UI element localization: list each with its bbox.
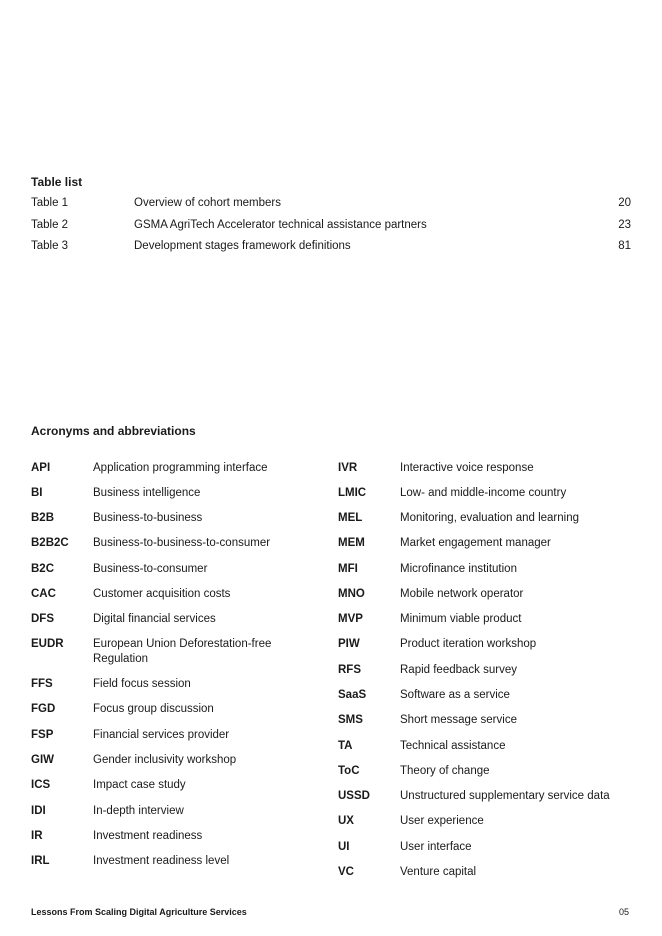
table-list-row[interactable] bbox=[31, 240, 631, 256]
acronym-definition: Customer acquisition costs bbox=[93, 588, 231, 600]
table-page-number: 20 bbox=[618, 197, 631, 209]
table-title: Development stages framework definitions bbox=[134, 240, 351, 252]
acronym-definition: Software as a service bbox=[400, 689, 510, 701]
acronym-definition: Interactive voice response bbox=[400, 462, 534, 474]
acronym-definition: Minimum viable product bbox=[400, 613, 522, 625]
acronym-abbr: SaaS bbox=[338, 689, 367, 701]
acronym-abbr: LMIC bbox=[338, 487, 367, 499]
footer-title: Lessons From Scaling Digital Agriculture Services bbox=[31, 907, 247, 917]
acronym-abbr: SMS bbox=[338, 714, 363, 726]
acronym-definition: In-depth interview bbox=[93, 805, 184, 817]
acronym-definition: Financial services provider bbox=[93, 729, 230, 741]
acronym-definition: Digital financial services bbox=[93, 613, 216, 625]
acronym-abbr: IVR bbox=[338, 462, 358, 474]
acronym-definition: Product iteration workshop bbox=[400, 638, 537, 650]
acronym-abbr: MEL bbox=[338, 512, 363, 524]
table-page-number: 81 bbox=[618, 240, 631, 252]
acronym-definition: Rapid feedback survey bbox=[400, 664, 517, 676]
acronym-abbr: MEM bbox=[338, 537, 365, 549]
acronym-definition: Business-to-consumer bbox=[93, 563, 208, 575]
acronym-definition: Focus group discussion bbox=[93, 703, 214, 715]
acronym-definition: Application programming interface bbox=[93, 462, 268, 474]
acronym-abbr: ICS bbox=[31, 779, 51, 791]
acronym-abbr: USSD bbox=[338, 790, 370, 802]
acronym-definition: Monitoring, evaluation and learning bbox=[400, 512, 580, 524]
acronym-abbr: FFS bbox=[31, 678, 53, 690]
acronym-definition: Market engagement manager bbox=[400, 537, 551, 549]
acronym-abbr: TA bbox=[338, 740, 353, 752]
acronym-definition: Business-to-business bbox=[93, 512, 203, 524]
acronym-definition: Investment readiness level bbox=[93, 855, 230, 867]
acronym-definition: European Union Deforestation-free Regulation bbox=[93, 638, 272, 665]
acronym-definition: Microfinance institution bbox=[400, 563, 517, 575]
table-label: Table 2 bbox=[31, 219, 69, 231]
acronym-definition: Gender inclusivity workshop bbox=[93, 754, 237, 766]
table-label: Table 3 bbox=[31, 240, 69, 252]
table-title: GSMA AgriTech Accelerator technical assistance partners bbox=[134, 219, 427, 231]
acronym-abbr: IR bbox=[31, 830, 43, 842]
acronym-abbr: BI bbox=[31, 487, 43, 499]
acronym-definition: Low- and middle-income country bbox=[400, 487, 567, 499]
acronym-abbr: RFS bbox=[338, 664, 361, 676]
acronym-definition: Mobile network operator bbox=[400, 588, 524, 600]
table-list-heading: Table list bbox=[31, 175, 83, 189]
acronym-definition: User experience bbox=[400, 815, 484, 827]
acronym-definition: User interface bbox=[400, 841, 472, 853]
acronym-definition: Investment readiness bbox=[93, 830, 203, 842]
table-label: Table 1 bbox=[31, 197, 69, 209]
acronym-abbr: FSP bbox=[31, 729, 54, 741]
acronym-definition: Impact case study bbox=[93, 779, 186, 791]
acronym-definition: Short message service bbox=[400, 714, 517, 726]
acronym-abbr: IDI bbox=[31, 805, 46, 817]
acronym-abbr: B2C bbox=[31, 563, 55, 575]
acronym-abbr: B2B bbox=[31, 512, 55, 524]
acronym-abbr: VC bbox=[338, 866, 354, 878]
acronym-definition: Field focus session bbox=[93, 678, 191, 690]
acronym-abbr: PIW bbox=[338, 638, 360, 650]
acronym-abbr: MVP bbox=[338, 613, 363, 625]
acronym-abbr: ToC bbox=[338, 765, 360, 777]
footer-page-number: 05 bbox=[618, 907, 629, 917]
acronym-abbr: B2B2C bbox=[31, 537, 69, 549]
acronym-abbr: MNO bbox=[338, 588, 365, 600]
acronym-abbr: UI bbox=[338, 841, 350, 853]
acronym-abbr: MFI bbox=[338, 563, 358, 575]
acronym-abbr: CAC bbox=[31, 588, 56, 600]
table-list-row[interactable] bbox=[31, 219, 631, 235]
acronym-definition: Business intelligence bbox=[93, 487, 201, 499]
acronym-definition: Business-to-business-to-consumer bbox=[93, 537, 271, 549]
acronym-abbr: UX bbox=[338, 815, 354, 827]
table-page-number: 23 bbox=[618, 219, 631, 231]
acronyms-heading: Acronyms and abbreviations bbox=[31, 424, 196, 438]
acronym-abbr: IRL bbox=[31, 855, 50, 867]
acronym-abbr: API bbox=[31, 462, 51, 474]
acronym-definition: Venture capital bbox=[400, 866, 477, 878]
table-title: Overview of cohort members bbox=[134, 197, 281, 209]
acronym-abbr: DFS bbox=[31, 613, 54, 625]
acronym-abbr: EUDR bbox=[31, 638, 64, 650]
acronym-definition: Unstructured supplementary service data bbox=[400, 790, 610, 802]
acronym-abbr: FGD bbox=[31, 703, 56, 715]
acronym-abbr: GIW bbox=[31, 754, 54, 766]
acronym-definition: Theory of change bbox=[400, 765, 490, 777]
acronym-definition: Technical assistance bbox=[400, 740, 506, 752]
table-list-row[interactable] bbox=[31, 197, 631, 213]
